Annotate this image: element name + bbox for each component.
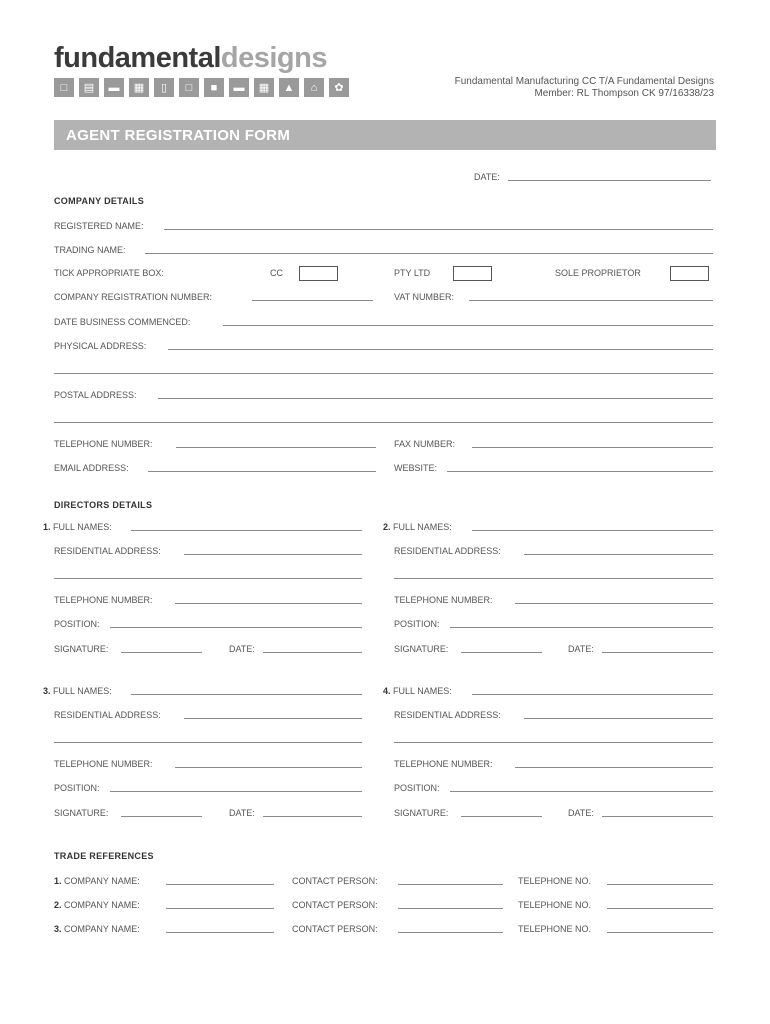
- sole-proprietor-checkbox[interactable]: [670, 266, 709, 281]
- trading-name-field[interactable]: [145, 253, 713, 254]
- director-1-telephone-field[interactable]: [175, 603, 362, 604]
- website-field[interactable]: [447, 471, 713, 472]
- trade-1-contact-label: CONTACT PERSON:: [292, 876, 378, 886]
- company-details-heading: COMPANY DETAILS: [54, 196, 145, 206]
- director-4-signature-label: SIGNATURE:: [394, 808, 449, 818]
- logo-text-accent: designs: [220, 42, 327, 74]
- director-3-signature-field[interactable]: [121, 816, 202, 817]
- trade-3-telephone-field[interactable]: [607, 932, 713, 933]
- table-icon: ■: [204, 78, 224, 97]
- director-4-signature-field[interactable]: [461, 816, 542, 817]
- date-label: DATE:: [474, 172, 500, 182]
- furniture-icon-strip: [54, 78, 349, 97]
- postal-address-field[interactable]: [158, 398, 713, 399]
- cc-label: CC: [270, 268, 283, 278]
- director-4-position-label: POSITION:: [394, 783, 440, 793]
- date-commenced-field[interactable]: [223, 325, 713, 326]
- director-2-residential-label: RESIDENTIAL ADDRESS:: [394, 546, 501, 556]
- chair-icon: □: [54, 78, 74, 97]
- trade-1-contact-field[interactable]: [398, 884, 503, 885]
- brand-logo: [54, 44, 327, 73]
- physical-address-field[interactable]: [168, 349, 713, 350]
- director-1-position-label: POSITION:: [54, 619, 100, 629]
- fax-label: FAX NUMBER:: [394, 439, 456, 449]
- director-3-full-names-label: 3. FULL NAMES:: [43, 686, 112, 696]
- registration-number-label: COMPANY REGISTRATION NUMBER:: [54, 292, 213, 302]
- telephone-field[interactable]: [176, 447, 376, 448]
- vat-label: VAT NUMBER:: [394, 292, 455, 302]
- sofa-icon: ▤: [79, 78, 99, 97]
- director-3-telephone-field[interactable]: [175, 767, 362, 768]
- trade-2-telephone-label: TELEPHONE NO.: [518, 900, 592, 910]
- bookshelf-icon: ▦: [254, 78, 274, 97]
- director-1-date-label: DATE:: [229, 644, 255, 654]
- trade-2-telephone-field[interactable]: [607, 908, 713, 909]
- director-2-signature-field[interactable]: [461, 652, 542, 653]
- trade-3-contact-label: CONTACT PERSON:: [292, 924, 378, 934]
- trade-1-telephone-field[interactable]: [607, 884, 713, 885]
- director-1-residential-field-line2[interactable]: [54, 578, 362, 579]
- email-field[interactable]: [148, 471, 376, 472]
- trading-name-label: TRADING NAME:: [54, 245, 126, 255]
- date-field[interactable]: [508, 180, 711, 181]
- postal-address-field-line2[interactable]: [54, 422, 713, 423]
- registration-number-field[interactable]: [252, 300, 373, 301]
- director-4-telephone-label: TELEPHONE NUMBER:: [394, 759, 493, 769]
- trade-2-contact-label: CONTACT PERSON:: [292, 900, 378, 910]
- company-info: [455, 76, 714, 100]
- director-3-full-names-field[interactable]: [131, 694, 362, 695]
- director-1-residential-label: RESIDENTIAL ADDRESS:: [54, 546, 161, 556]
- director-4-full-names-label: 4. FULL NAMES:: [383, 686, 452, 696]
- director-4-date-field[interactable]: [602, 816, 713, 817]
- vat-field[interactable]: [469, 300, 713, 301]
- trade-1-company-label: 1. COMPANY NAME:: [54, 876, 140, 886]
- website-label: WEBSITE:: [394, 463, 438, 473]
- house-icon: ⌂: [304, 78, 324, 97]
- physical-address-field-line2[interactable]: [54, 373, 713, 374]
- bed-icon: ▬: [104, 78, 124, 97]
- director-3-telephone-label: TELEPHONE NUMBER:: [54, 759, 153, 769]
- trade-3-telephone-label: TELEPHONE NO.: [518, 924, 592, 934]
- director-1-telephone-label: TELEPHONE NUMBER:: [54, 595, 153, 605]
- director-2-telephone-label: TELEPHONE NUMBER:: [394, 595, 493, 605]
- registered-name-field[interactable]: [164, 229, 713, 230]
- telephone-label: TELEPHONE NUMBER:: [54, 439, 153, 449]
- director-2-telephone-field[interactable]: [515, 603, 713, 604]
- trade-2-company-field[interactable]: [166, 908, 274, 909]
- date-commenced-label: DATE BUSINESS COMMENCED:: [54, 317, 191, 327]
- postal-address-label: POSTAL ADDRESS:: [54, 390, 137, 400]
- trade-2-contact-field[interactable]: [398, 908, 503, 909]
- director-2-date-label: DATE:: [568, 644, 594, 654]
- sole-proprietor-label: SOLE PROPRIETOR: [555, 268, 641, 278]
- director-2-position-field[interactable]: [450, 627, 713, 628]
- company-line-1: Fundamental Manufacturing CC T/A Fundamental Designs: [454, 76, 714, 87]
- trade-1-company-field[interactable]: [166, 884, 274, 885]
- director-2-residential-field[interactable]: [524, 554, 713, 555]
- chair-icon: □: [179, 78, 199, 97]
- company-line-2: Member: RL Thompson CK 97/16338/23: [534, 88, 714, 99]
- director-4-residential-field-line2[interactable]: [394, 742, 713, 743]
- cc-checkbox[interactable]: [299, 266, 338, 281]
- director-1-residential-field[interactable]: [184, 554, 362, 555]
- director-3-residential-label: RESIDENTIAL ADDRESS:: [54, 710, 161, 720]
- bird-icon: ✿: [329, 78, 349, 97]
- director-3-date-field[interactable]: [263, 816, 362, 817]
- tick-box-label: TICK APPROPRIATE BOX:: [54, 268, 164, 278]
- directors-details-heading: DIRECTORS DETAILS: [54, 500, 153, 510]
- form-title-banner: [54, 120, 716, 150]
- director-2-signature-label: SIGNATURE:: [394, 644, 449, 654]
- director-4-residential-label: RESIDENTIAL ADDRESS:: [394, 710, 501, 720]
- registered-name-label: REGISTERED NAME:: [54, 221, 144, 231]
- director-1-date-field[interactable]: [263, 652, 362, 653]
- director-2-residential-field-line2[interactable]: [394, 578, 713, 579]
- lamp-icon: ▲: [279, 78, 299, 97]
- director-3-residential-field[interactable]: [184, 718, 362, 719]
- director-1-full-names-field[interactable]: [131, 530, 362, 531]
- wardrobe-icon: ▯: [154, 78, 174, 97]
- director-1-position-field[interactable]: [110, 627, 362, 628]
- physical-address-label: PHYSICAL ADDRESS:: [54, 341, 147, 351]
- director-3-position-field[interactable]: [110, 791, 362, 792]
- director-2-full-names-field[interactable]: [472, 530, 713, 531]
- director-4-residential-field[interactable]: [524, 718, 713, 719]
- bench-icon: ▬: [229, 78, 249, 97]
- director-4-date-label: DATE:: [568, 808, 594, 818]
- pty-label: PTY LTD: [394, 268, 431, 278]
- director-2-date-field[interactable]: [602, 652, 713, 653]
- trade-2-company-label: 2. COMPANY NAME:: [54, 900, 140, 910]
- director-4-position-field[interactable]: [450, 791, 713, 792]
- director-1-full-names-label: 1. FULL NAMES:: [43, 522, 112, 532]
- pty-checkbox[interactable]: [453, 266, 492, 281]
- trade-3-contact-field[interactable]: [398, 932, 503, 933]
- director-2-full-names-label: 2. FULL NAMES:: [383, 522, 452, 532]
- director-1-signature-label: SIGNATURE:: [54, 644, 109, 654]
- logo-text-main: fundamental: [54, 42, 221, 74]
- director-3-position-label: POSITION:: [54, 783, 100, 793]
- email-label: EMAIL ADDRESS:: [54, 463, 129, 473]
- cabinet-icon: ▦: [129, 78, 149, 97]
- trade-3-company-field[interactable]: [166, 932, 274, 933]
- trade-3-company-label: 3. COMPANY NAME:: [54, 924, 140, 934]
- director-2-position-label: POSITION:: [394, 619, 440, 629]
- fax-field[interactable]: [472, 447, 713, 448]
- trade-references-heading: TRADE REFERENCES: [54, 851, 154, 861]
- director-4-full-names-field[interactable]: [472, 694, 713, 695]
- director-3-signature-label: SIGNATURE:: [54, 808, 109, 818]
- director-3-residential-field-line2[interactable]: [54, 742, 362, 743]
- director-1-signature-field[interactable]: [121, 652, 202, 653]
- trade-1-telephone-label: TELEPHONE NO.: [518, 876, 592, 886]
- form-title: AGENT REGISTRATION FORM: [66, 127, 291, 144]
- director-3-date-label: DATE:: [229, 808, 255, 818]
- director-4-telephone-field[interactable]: [515, 767, 713, 768]
